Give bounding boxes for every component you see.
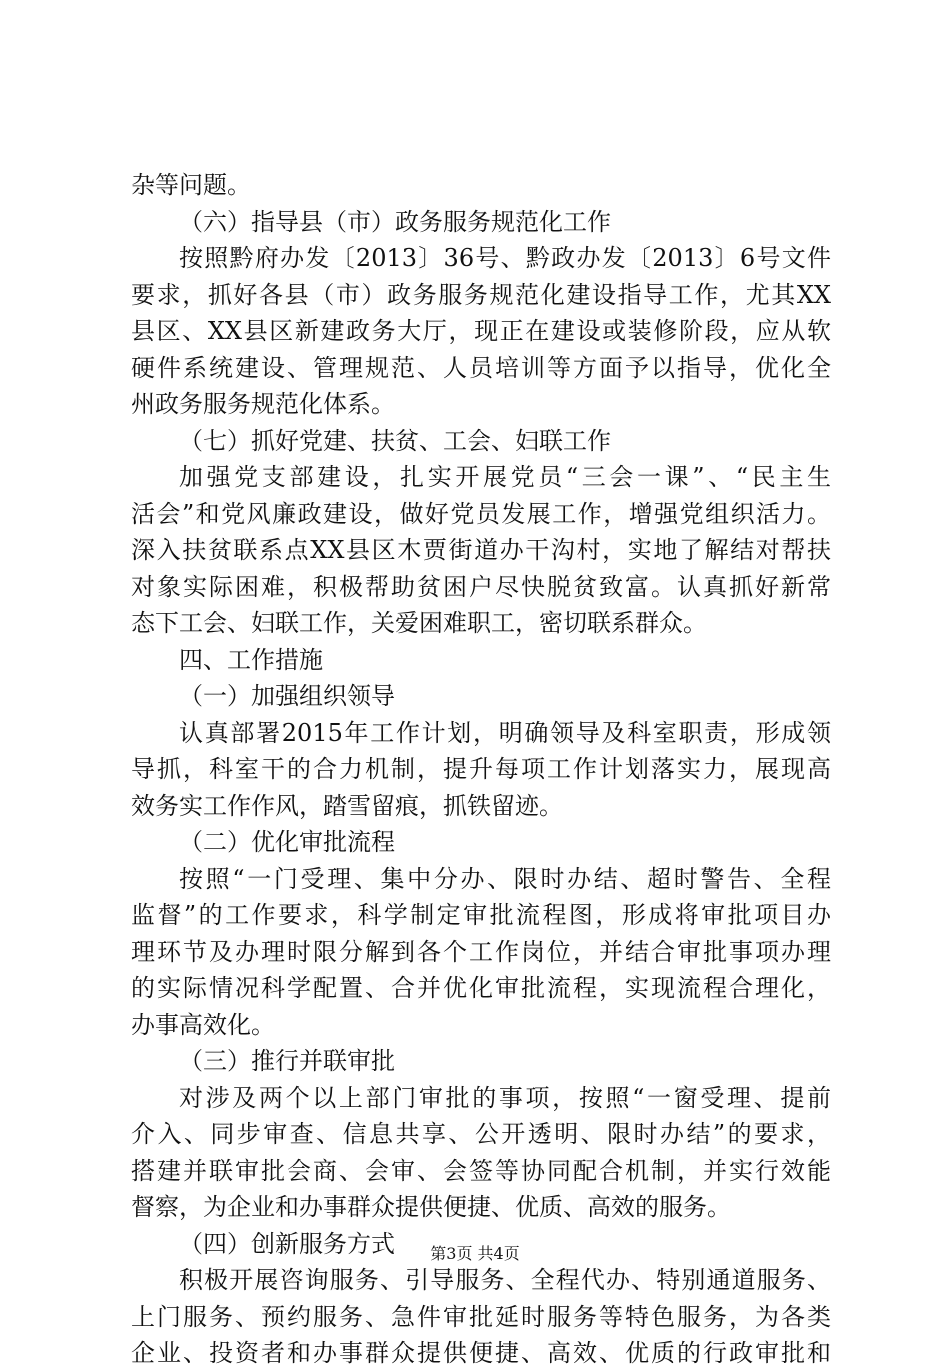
body-line: 州政务服务规范化体系。	[131, 390, 395, 418]
body-line: 对涉及两个以上部门审批的事项，按照“一窗受理、提前	[179, 1083, 831, 1112]
body-line: 的实际情况科学配置、合并优化审批流程，实现流程合理化，	[131, 974, 831, 1002]
body-line: 积极开展咨询服务、引导服务、全程代办、特别通道服务、	[179, 1266, 831, 1294]
body-line: 深入扶贫联系点XX县区木贾街道办干沟村，实地了解结对帮扶	[131, 536, 831, 564]
section-heading: （四）创新服务方式	[179, 1229, 395, 1258]
section-heading: （七）抓好党建、扶贫、工会、妇联工作	[179, 426, 611, 455]
body-line: 监督”的工作要求，科学制定审批流程图，形成将审批项目办	[131, 901, 831, 929]
body-line: 上门服务、预约服务、急件审批延时服务等特色服务，为各类	[131, 1302, 831, 1331]
body-line: 搭建并联审批会商、会审、会签等协同配合机制，并实行效能	[131, 1156, 831, 1185]
body-line: 态下工会、妇联工作，关爱困难职工，密切联系群众。	[131, 609, 707, 637]
page-footer	[0, 1243, 950, 1265]
section-heading: （六）指导县（市）政务服务规范化工作	[179, 207, 611, 236]
body-line: 县区、XX县区新建政务大厅，现正在建设或装修阶段，应从软	[131, 317, 831, 345]
page-number-label: 第3页 共4页	[430, 1244, 520, 1263]
body-line: 理环节及办理时限分解到各个工作岗位，并结合审批事项办理	[131, 937, 831, 966]
body-line: 杂等问题。	[131, 171, 251, 199]
body-line: 按照“一门受理、集中分办、限时办结、超时警告、全程	[179, 864, 831, 893]
body-line: 按照黔府办发〔2013〕36号、黔政办发〔2013〕6号文件	[179, 244, 831, 272]
section-heading: 四、工作措施	[179, 645, 323, 674]
body-line: 活会”和党风廉政建设，做好党员发展工作，增强党组织活力。	[131, 499, 831, 528]
body-line: 硬件系统建设、管理规范、人员培训等方面予以指导，优化全	[131, 353, 831, 382]
body-line: 企业、投资者和办事群众提供便捷、高效、优质的行政审批和	[131, 1339, 831, 1367]
section-heading: （二）优化审批流程	[179, 828, 395, 856]
body-line: 介入、同步审查、信息共享、公开透明、限时办结”的要求，	[131, 1120, 831, 1148]
body-line: 效务实工作作风，踏雪留痕，抓铁留迹。	[131, 791, 563, 820]
body-line: 要求，抓好各县（市）政务服务规范化建设指导工作，尤其XX	[131, 280, 831, 309]
section-heading: （一）加强组织领导	[179, 682, 395, 710]
body-line: 办事高效化。	[131, 1010, 275, 1039]
section-heading: （三）推行并联审批	[179, 1047, 395, 1075]
body-line: 加强党支部建设，扎实开展党员“三会一课”、“民主生	[179, 463, 831, 491]
body-line: 督察，为企业和办事群众提供便捷、优质、高效的服务。	[131, 1193, 731, 1221]
body-line: 认真部署2015年工作计划，明确领导及科室职责，形成领	[179, 718, 831, 747]
body-line: 对象实际困难，积极帮助贫困户尽快脱贫致富。认真抓好新常	[131, 572, 831, 601]
body-line: 导抓，科室干的合力机制，提升每项工作计划落实力，展现高	[131, 755, 831, 783]
document-body	[131, 167, 831, 1372]
